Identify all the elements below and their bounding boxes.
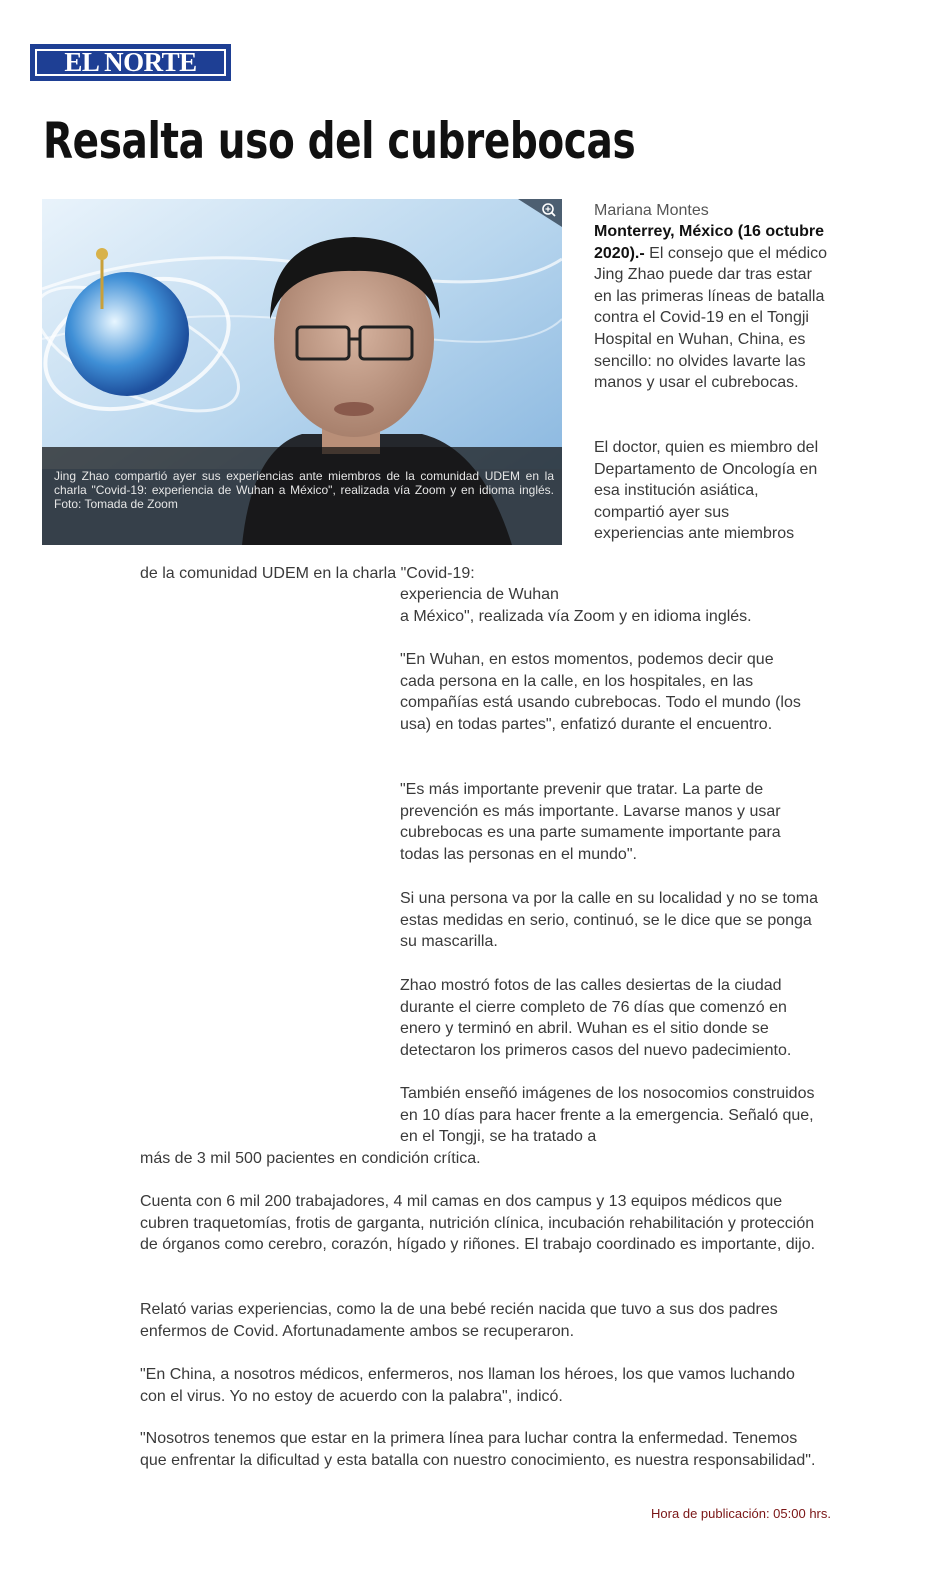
logo-text: EL NORTE <box>35 49 226 76</box>
magnifier-plus-icon <box>518 199 562 227</box>
paragraph-2: El doctor, quien es miembro del Departamento de Oncología en esa institución asiática, compartió ayer sus experiencias ante miembros <box>594 439 819 543</box>
photo-caption: Jing Zhao compartió ayer sus experiencias ante miembros de la comunidad UDEM en la charla "Covid-19: experiencia de Wuhan a México", realizada vía Zoom y en idioma inglés. Foto: Tomada de Zoom <box>54 469 554 511</box>
paragraph-10: "En China, a nosotros médicos, enfermeros, nos llaman los héroes, los que vamos luchando con el virus. Yo no estoy de acuerdo con la palabra", indicó. <box>140 1366 795 1405</box>
paragraph-6: Zhao mostró fotos de las calles desiertas de la ciudad durante el cierre completo de 76 días que comenzó en enero y terminó en abril. Wuhan es el sitio donde se detectaron los primeros casos del nuevo padecimiento. <box>400 977 792 1059</box>
paragraph-8: Cuenta con 6 mil 200 trabajadores, 4 mil camas en dos campus y 13 equipos médicos que cubren traquetomías, frotis de garganta, nutrición clínica, incubación rehabilitación y protección de órganos como cerebro, corazón, hígado y riñones. El trabajo coordinado es importante, dijo. <box>140 1193 816 1254</box>
zoom-button[interactable] <box>518 199 562 227</box>
paragraph-7-continuation: más de 3 mil 500 pacientes en condición crítica. <box>140 1150 481 1167</box>
paragraph-2-continuation-line-1: de la comunidad UDEM en la charla "Covid-19: <box>140 565 475 582</box>
paragraph-5: Si una persona va por la calle en su localidad y no se toma estas medidas en serio, continuó, se le dice que se ponga su mascarilla. <box>400 890 819 951</box>
paragraph-1-text: El consejo que el médico Jing Zhao puede dar tras estar en las primeras líneas de batalla contra el Covid-19 en el Tongji Hospital en Wuhan, China, es sencillo: no olvides lavarte las manos y usar el cubrebocas. <box>594 244 828 392</box>
article-headline: Resalta uso del cubrebocas <box>43 112 636 170</box>
publication-time: Hora de publicación: 05:00 hrs. <box>651 1506 831 1521</box>
paragraph-3: "En Wuhan, en estos momentos, podemos decir que cada persona en la calle, en los hospitales, en las compañías está usando cubrebocas. Todo el mundo (los usa) en todas partes", enfatizó durante el encuentro. <box>400 651 801 733</box>
article-photo[interactable] <box>42 199 562 545</box>
dateline: Monterrey, México (16 octubre 2020).- <box>594 223 824 262</box>
paragraph-11: "Nosotros tenemos que estar en la primera línea para luchar contra la enfermedad. Tenemos que enfrentar la dificultad y esta batalla con nuestro conocimiento, es nuestra responsabilidad". <box>140 1430 816 1469</box>
paragraph-1 <box>594 221 832 394</box>
el-norte-logo[interactable] <box>30 44 231 81</box>
paragraph-7: También enseñó imágenes de los nosocomios construidos en 10 días para hacer frente a la emergencia. Señaló que, en el Tongji, se ha tratado a <box>400 1085 815 1146</box>
author-name: Mariana Montes <box>594 202 709 219</box>
paragraph-9: Relató varias experiencias, como la de una bebé recién nacida que tuvo a sus dos padres enfermos de Covid. Afortunadamente ambos se recuperaron. <box>140 1301 778 1340</box>
paragraph-4: "Es más importante prevenir que tratar. La parte de prevención es más importante. Lavarse manos y usar cubrebocas es una parte sumamente importante para todas las personas en el mundo". <box>400 781 781 863</box>
paragraph-2-continuation-line-2: experiencia de Wuhan <box>400 586 559 603</box>
photo-caption-box <box>42 447 562 545</box>
paragraph-2-continuation-line-3: a México", realizada vía Zoom y en idioma inglés. <box>400 608 752 625</box>
